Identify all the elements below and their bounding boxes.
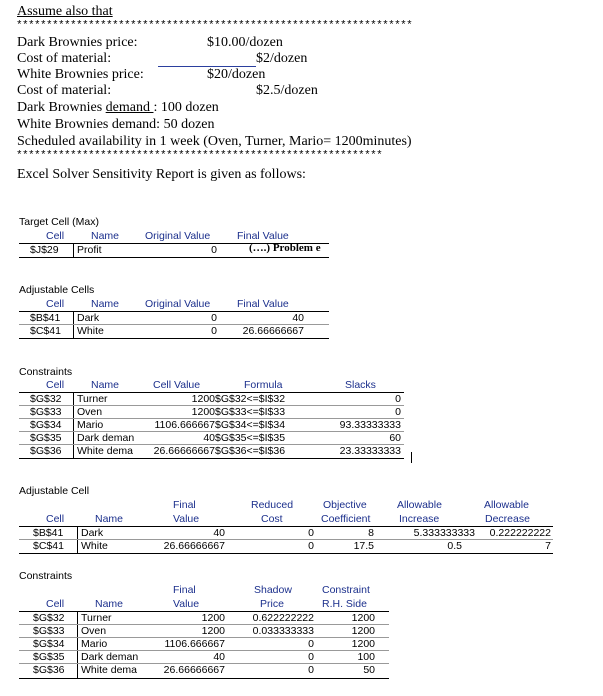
adjustable2-header-cell: Cell <box>46 513 65 525</box>
adjustable-row-white-name: White <box>77 325 104 337</box>
adjustable-header-final: Final Value <box>237 298 289 310</box>
constraints2-row-2-final: 1200 <box>201 625 225 637</box>
adjustable-row-white-cell: $C$41 <box>30 325 61 337</box>
target-header-cell: Cell <box>46 230 65 242</box>
constraints-row-4-cell: $G$35 <box>30 432 62 444</box>
adjustable-row-white-original: 0 <box>211 325 217 337</box>
adjustable2-header-name: Name <box>95 513 124 525</box>
constraints-row-5-value: 26.66666667 <box>153 445 215 457</box>
adjustable2-row-white-decrease: 7 <box>545 540 551 552</box>
dark-demand-line <box>17 100 219 116</box>
adjustable2-htop-reduced: Reduced <box>251 499 294 511</box>
dark-demand-suffix: : 100 dozen <box>153 100 219 115</box>
adjustable-row-dark-original: 0 <box>211 312 217 324</box>
adjustable2-htop-final: Final <box>173 499 196 511</box>
constraints-header-formula: Formula <box>244 379 283 391</box>
adjustable2-header-cost: Cost <box>261 513 283 525</box>
adjustable2-row-dark-reduced: 0 <box>308 527 314 539</box>
adjustable-title: Adjustable Cells <box>19 284 95 296</box>
dark-price-label: Dark Brownies price: <box>17 35 138 50</box>
constraints2-row-3-final: 1106.666667 <box>164 638 225 650</box>
constraints2-row-1-name: Turner <box>81 612 112 624</box>
constraints2-header-name: Name <box>95 598 124 610</box>
adjustable2-row-dark-final: 40 <box>213 527 225 539</box>
constraints-row-3-value: 1106.666667 <box>154 419 215 431</box>
adjustable2-row-white-reduced: 0 <box>308 540 314 552</box>
adjustable-row-dark-final: 40 <box>292 312 304 324</box>
constraints-header-value: Cell Value <box>153 379 201 391</box>
adjustable2-row-dark-increase: 5.333333333 <box>413 527 475 539</box>
white-price-label: White Brownies price: <box>17 67 144 82</box>
adjustable2-header-decrease: Decrease <box>485 513 530 525</box>
target-col-divider <box>73 244 74 257</box>
constraints-row-1-formula: $G$32<=$I$32 <box>215 393 286 405</box>
constraints-row-1-cell: $G$32 <box>30 393 62 405</box>
target-final: (….) Problem e <box>249 242 321 254</box>
adjustable2-htop-increase: Allowable <box>397 499 442 511</box>
constraints2-row-5-final: 26.66666667 <box>163 664 225 676</box>
constraints-row-3-slack: 93.33333333 <box>339 419 401 431</box>
constraints-row-4-formula: $G$35<=$I$35 <box>215 432 286 444</box>
adjustable2-row-white-increase: 0.5 <box>447 540 462 552</box>
text-cursor <box>411 452 412 463</box>
adjustable-header-original: Original Value <box>145 298 211 310</box>
adjustable-row-white-final: 26.66666667 <box>242 325 304 337</box>
constraints-header-slack: Slacks <box>345 379 376 391</box>
constraints2-row-2-shadow: 0.033333333 <box>252 625 314 637</box>
adjustable-col-divider <box>73 312 74 338</box>
constraints2-row-1-shadow: 0.622222222 <box>252 612 314 624</box>
constraints-header-cell: Cell <box>46 379 65 391</box>
constraints-row-1-slack: 0 <box>395 393 401 405</box>
constraints2-title: Constraints <box>19 570 73 582</box>
constraints2-row-1-cell: $G$32 <box>33 612 65 624</box>
white-cost-value: $2.5/dozen <box>256 83 318 98</box>
constraints2-row-2-cell: $G$33 <box>33 625 65 637</box>
constraints-row-2-value: 1200 <box>191 406 215 418</box>
constraints-header-name: Name <box>91 379 120 391</box>
dark-cost-value: $2/dozen <box>256 51 308 66</box>
constraints2-row-4-rhs: 100 <box>357 651 375 663</box>
adjustable-bottom-rule <box>19 338 329 339</box>
constraints2-col-divider <box>77 612 78 678</box>
adjustable2-row-white-name: White <box>81 540 108 552</box>
adjustable2-bottom-rule <box>19 553 553 554</box>
constraints-row-3-name: Mario <box>77 419 104 431</box>
constraints2-row-5-cell: $G$36 <box>33 664 65 676</box>
adjustable2-row-dark-name: Dark <box>81 527 104 539</box>
constraints-row-1-value: 1200 <box>191 393 215 405</box>
star-divider-bottom: ************************************************************* <box>16 150 383 162</box>
constraints-row-5-name: White dema <box>77 445 134 457</box>
constraints2-htop-constraint: Constraint <box>322 584 370 596</box>
constraints2-row-4-shadow: 0 <box>308 651 314 663</box>
dark-demand-underlined: demand <box>105 100 154 115</box>
constraints2-row-1-rhs: 1200 <box>351 612 375 624</box>
target-cell: $J$29 <box>30 244 59 256</box>
adjustable-row-dark-name: Dark <box>77 312 100 324</box>
document-title: Assume also that <box>17 4 113 19</box>
constraints2-bottom-rule <box>19 678 389 679</box>
constraints2-row-3-cell: $G$34 <box>33 638 65 650</box>
target-name: Profit <box>77 244 102 256</box>
dark-demand-prefix: Dark Brownies <box>17 100 106 115</box>
constraints2-row-1-final: 1200 <box>201 612 225 624</box>
dark-cost-label: Cost of material: <box>17 51 112 66</box>
constraints-row-5-slack: 23.33333333 <box>339 445 401 457</box>
white-demand-line: White Brownies demand: 50 dozen <box>17 117 215 132</box>
adjustable-header-name: Name <box>91 298 120 310</box>
adjustable2-header-value: Value <box>173 513 200 525</box>
constraints2-row-5-shadow: 0 <box>308 664 314 676</box>
constraints2-row-4-final: 40 <box>213 651 225 663</box>
adjustable2-htop-objective: Objective <box>323 499 367 511</box>
constraints2-row-5-rhs: 50 <box>363 664 375 676</box>
constraints-row-3-formula: $G$34<=$I$34 <box>215 419 286 431</box>
constraints2-htop-final: Final <box>173 584 196 596</box>
dark-price-value: $10.00/dozen <box>207 35 283 50</box>
constraints2-row-2-name: Oven <box>81 625 107 637</box>
target-header-original: Original Value <box>145 230 211 242</box>
adjustable2-row-dark-objective: 8 <box>368 527 374 539</box>
constraints2-row-5-name: White dema <box>81 664 138 676</box>
adjustable2-row-white-final: 26.66666667 <box>163 540 225 552</box>
constraints2-header-rhs: R.H. Side <box>322 598 367 610</box>
constraints-row-1-name: Turner <box>77 393 108 405</box>
constraints-row-2-name: Oven <box>77 406 103 418</box>
constraints2-row-3-shadow: 0 <box>308 638 314 650</box>
constraints-row-4-value: 40 <box>203 432 215 444</box>
constraints2-header-value: Value <box>173 598 200 610</box>
adjustable2-col-divider <box>77 527 78 553</box>
constraints2-header-price: Price <box>260 598 284 610</box>
constraints-row-2-formula: $G$33<=$I$33 <box>215 406 286 418</box>
white-cost-label: Cost of material: <box>17 83 112 98</box>
star-divider-top: ****************************************************************** <box>16 20 413 32</box>
adjustable2-row-white-objective: 17.5 <box>353 540 374 552</box>
adjustable2-row-white-cell: $C$41 <box>33 540 64 552</box>
constraints-row-2-slack: 0 <box>395 406 401 418</box>
target-bottom-rule <box>19 257 329 258</box>
adjustable2-row-dark-decrease: 0.222222222 <box>489 527 551 539</box>
constraints-row-5-formula: $G$36<=$I$36 <box>215 445 286 457</box>
constraints2-row-2-rhs: 1200 <box>351 625 375 637</box>
constraints-row-5-cell: $G$36 <box>30 445 62 457</box>
constraints-row-4-slack: 60 <box>389 432 401 444</box>
adjustable2-row-dark-cell: $B$41 <box>33 527 64 539</box>
constraints2-row-3-rhs: 1200 <box>351 638 375 650</box>
target-header-name: Name <box>91 230 120 242</box>
constraints-row-2-cell: $G$33 <box>30 406 62 418</box>
target-header-final: Final Value <box>237 230 289 242</box>
adjustable2-title: Adjustable Cell <box>19 485 90 497</box>
availability-line: Scheduled availability in 1 week (Oven, Turner, Mario= 1200minutes) <box>17 134 412 149</box>
constraints-bottom-rule <box>19 458 404 459</box>
constraints-row-3-cell: $G$34 <box>30 419 62 431</box>
target-original: 0 <box>211 244 217 256</box>
adjustable2-htop-decrease: Allowable <box>484 499 529 511</box>
target-title: Target Cell (Max) <box>19 216 99 228</box>
adjustable2-header-coefficient: Coefficient <box>321 513 371 525</box>
constraints-title: Constraints <box>19 366 73 378</box>
constraints-row-4-name: Dark deman <box>77 432 135 444</box>
adjustable-row-dark-cell: $B$41 <box>30 312 61 324</box>
constraints-col-divider <box>73 393 74 458</box>
constraints2-row-4-cell: $G$35 <box>33 651 65 663</box>
adjustable2-header-increase: Increase <box>399 513 440 525</box>
constraints2-row-4-name: Dark deman <box>81 651 139 663</box>
constraints2-header-cell: Cell <box>46 598 65 610</box>
white-price-value: $20/dozen <box>207 67 266 82</box>
adjustable-header-cell: Cell <box>46 298 65 310</box>
report-intro: Excel Solver Sensitivity Report is given as follows: <box>17 167 306 182</box>
constraints2-row-3-name: Mario <box>81 638 108 650</box>
constraints2-htop-shadow: Shadow <box>254 584 292 596</box>
